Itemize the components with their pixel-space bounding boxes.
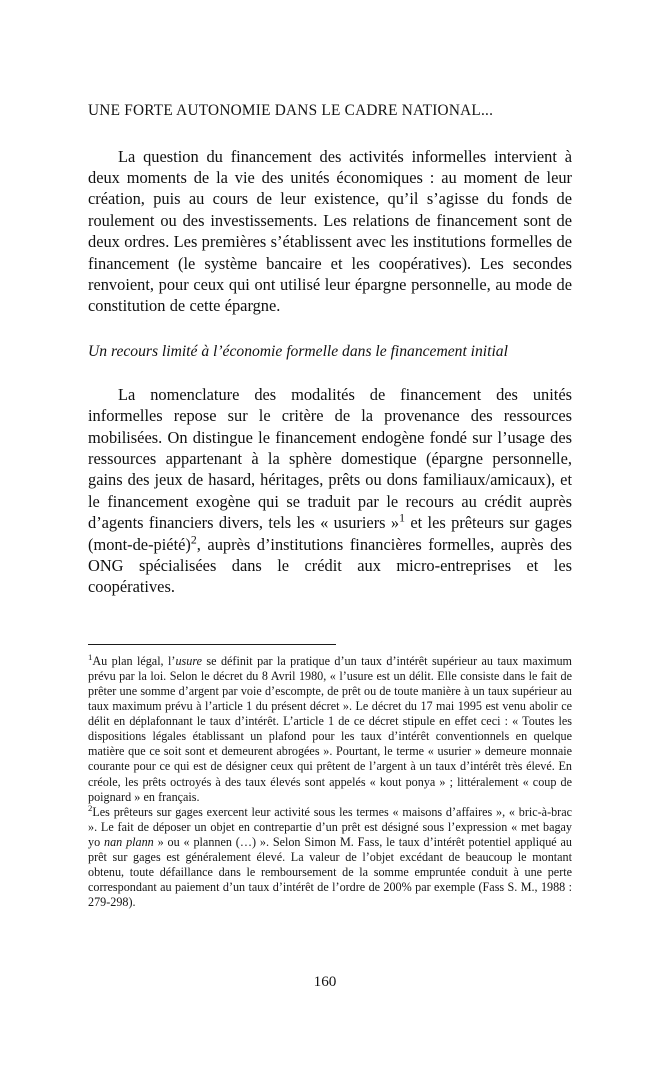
paragraph-two-segment-3: , auprès d’institutions financières formelles, auprès des ONG spécialisées dans le crédit aux micro-entreprises et les coopératives. — [88, 534, 572, 597]
body-paragraph-first: La question du financement des activités informelles intervient à deux moments de la vie des unités économiques : au moment de leur création, puis au cours de leur existence, qu’il s’agisse du fonds de roulement ou des investissements. Les relations de financement sont de deux ordres. Les premières s’établissent avec les institutions formelles de financement (le système bancaire et les coopératives). Les secondes renvoient, pour ceux qui ont utilisé leur épargne personnelle, au mode de constitution de cette épargne. — [88, 146, 572, 316]
footnote-2-segment-1: Les prêteurs sur gages exercent leur activité sous les termes « maisons d’affaires », « bric-à-brac ». Le fait de déposer un objet en contrepartie d’un prêt est désigné sous l’expression « met bagay yo — [88, 804, 572, 849]
footnote-2-segment-2: » ou « plannen (…) ». Selon Simon M. Fass, le taux d’intérêt potentiel appliqué au prêt sur gages est généralement élevé. La valeur de l’objet excédant de beaucoup le montant obtenu, toute défaillance dans le remboursement de la somme empruntée conduit à une perte correspondant au paiement d’un taux d’intérêt de l’ordre de 200% par exemple (Fass S. M., 1988 : 279-298). — [88, 834, 572, 910]
footnote-2 — [88, 802, 572, 911]
body-paragraph-second — [88, 384, 572, 598]
footnote-1-marker: 1 — [88, 651, 93, 662]
paragraph-two-segment-2: et les prêteurs sur gages (mont-de-piété) — [88, 513, 572, 554]
section-heading: UNE FORTE AUTONOMIE DANS LE CADRE NATIONAL... — [88, 102, 494, 119]
footnote-area — [88, 598, 572, 911]
footnote-1-segment-1: Au plan légal, l’ — [92, 653, 176, 668]
page-text-block — [88, 0, 572, 910]
spacer — [88, 362, 572, 384]
footnote-marker-2[interactable]: 2 — [190, 532, 197, 547]
footnote-2-italic-nan-plann: nan plann — [104, 834, 154, 849]
footnote-1-italic-usure: usure — [175, 653, 202, 668]
footnote-1 — [88, 651, 572, 805]
paragraph-two-segment-1: La nomenclature des modalités de financement des unités informelles repose sur le critère de la provenance des ressources mobilisées. On distingue le financement endogène fondé sur l’usage des ressources appartenant à la sphère domestique (épargne personnelle, gains des jeux de hasard, héritages, prêts ou dons familiaux/amicaux), et le financement exogène qui se traduit par le recours au crédit auprès d’agents financiers divers, tels les « usuriers » — [88, 384, 572, 533]
footnote-marker-1[interactable]: 1 — [399, 510, 405, 525]
italic-subheading: Un recours limité à l’économie formelle dans le financement initial — [88, 342, 508, 360]
footnote-separator-rule — [88, 644, 336, 645]
footnote-1-segment-2: se définit par la pratique d’un taux d’intérêt supérieur au taux maximum prévu par la loi. Selon le décret du 8 Avril 1980, « l’usure est un délit. Elle consiste dans le fait de prêter une somme d’argent par voie d’escompte, de prêt ou de toute manière à un taux supérieur au taux maximum prévu à l’article 1 du présent décret ». Le décret du 17 mai 1995 est venu abolir ce délit en déplafonnant le taux d’intérêt. L’article 1 de ce décret stipule en effet ceci : « Toutes les dispositions légales établissant un plafond pour les taux d’intérêt conventionnels en quelque matière que ce soit sont et demeurent abrogées ». Pourtant, le terme « usurier » demeure monnaie courante pour ce qui est de désigner ceux qui prêtent de l’argent à un taux d’intérêt très élevé. En créole, les prêts octroyés à des taux élevés sont appelés « kout ponya » ; littéralement « coup de poignard » en français. — [88, 653, 572, 804]
page-number: 160 — [313, 973, 337, 990]
footnote-2-marker: 2 — [88, 802, 93, 813]
